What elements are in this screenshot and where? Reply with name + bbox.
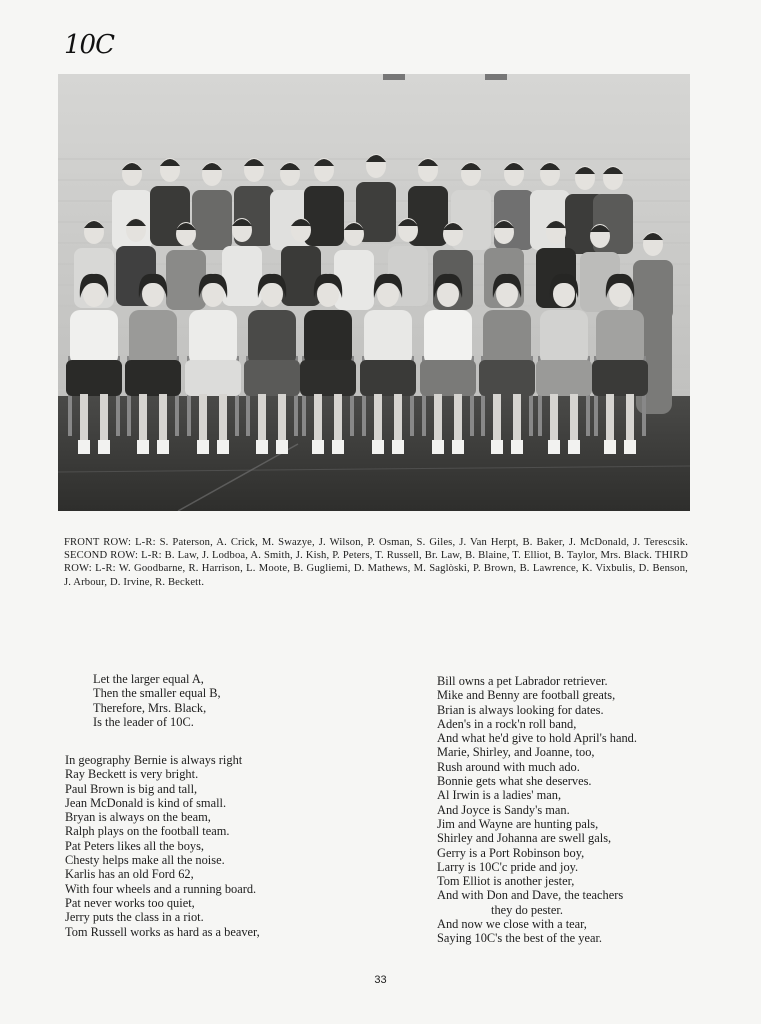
poem-line: Gerry is a Port Robinson boy, bbox=[437, 845, 585, 860]
poem-line: Jim and Wayne are hunting pals, bbox=[437, 816, 599, 831]
poem-line: Therefore, Mrs. Black, bbox=[93, 700, 207, 715]
poem-line: Marie, Shirley, and Joanne, too, bbox=[437, 745, 595, 760]
poem-line: Jean McDonald is kind of small. bbox=[65, 795, 227, 810]
page-label: 10C bbox=[64, 30, 114, 60]
poem-line: Then the smaller equal B, bbox=[93, 686, 221, 701]
poem-line: Bryan is always on the beam, bbox=[65, 810, 211, 825]
poem-line: In geography Bernie is always right bbox=[65, 753, 243, 767]
second-row-names: L-R: B. Law, J. Lodboa, A. Smith, J. Kish, P. Peters, T. Russell, Br. Law, B. Blaine, T. Elliot, B. Taylor, Mrs. Black. bbox=[141, 550, 653, 562]
poem-line: Aden's in a rock'n roll band, bbox=[437, 716, 577, 731]
poem-line: Pat Peters likes all the boys, bbox=[65, 838, 205, 853]
third-row-heading: THIRD ROW: bbox=[64, 550, 689, 575]
poem-line: Ray Beckett is very bright. bbox=[65, 767, 199, 782]
poem-line: Paul Brown is big and tall, bbox=[65, 781, 198, 796]
poem-line: With four wheels and a running board. bbox=[65, 881, 257, 896]
photo-caption bbox=[64, 536, 688, 589]
third-row-names: L-R: W. Goodbarne, R. Harrison, L. Moote, B. Gugliemi, D. Mathews, M. Saglòski, P. Brown, B. Lawrence, K. Vixbulis, D. Benson, J. Arbour, D. Irvine, R. Beckett. bbox=[64, 563, 688, 588]
poem-line: And Joyce is Sandy's man. bbox=[437, 802, 570, 817]
poem-line: Let the larger equal A, bbox=[93, 672, 204, 686]
second-row-heading: SECOND ROW: bbox=[64, 550, 139, 562]
poem-line: And what he'd give to hold April's hand. bbox=[437, 731, 637, 746]
poem-line: they do pester. bbox=[491, 902, 563, 917]
poem-line: Brian is always looking for dates. bbox=[437, 702, 604, 717]
front-row-heading: FRONT ROW: bbox=[64, 537, 132, 548]
poem-line: Pat never works too quiet, bbox=[65, 895, 195, 910]
poem-line: Karlis has an old Ford 62, bbox=[65, 867, 194, 882]
poem-line: Tom Russell works as hard as a beaver, bbox=[65, 924, 260, 939]
poem-line: And with Don and Dave, the teachers bbox=[437, 888, 624, 903]
class-photo bbox=[58, 74, 690, 511]
poem-line: Larry is 10C'c pride and joy. bbox=[437, 859, 579, 874]
poem-line: And now we close with a tear, bbox=[437, 917, 587, 932]
poem-intro bbox=[93, 672, 221, 729]
poem-line: Bill owns a pet Labrador retriever. bbox=[437, 674, 608, 688]
poem-line: Ralph plays on the football team. bbox=[65, 824, 230, 839]
poem-line: Shirley and Johanna are swell gals, bbox=[437, 831, 612, 846]
poem-line: Is the leader of 10C. bbox=[93, 714, 194, 729]
poem-line: Chesty helps make all the noise. bbox=[65, 853, 225, 868]
poem-line: Mike and Benny are football greats, bbox=[437, 688, 616, 703]
front-row-names: L-R: S. Paterson, A. Crick, M. Swazye, J. Wilson, P. Osman, S. Giles, J. Van Herpt, B. Baker, J. McDonald, J. Terescsik. bbox=[135, 537, 688, 548]
poem-line: Bonnie gets what she deserves. bbox=[437, 774, 592, 789]
poem-line: Jerry puts the class in a riot. bbox=[65, 910, 204, 925]
poem-line: Al Irwin is a ladies' man, bbox=[437, 788, 562, 803]
poem-left-column bbox=[65, 753, 260, 939]
poem-line: Rush around with much ado. bbox=[437, 759, 580, 774]
poem-right-column bbox=[437, 674, 637, 946]
poem-line: Tom Elliot is another jester, bbox=[437, 874, 575, 889]
page-number: 33 bbox=[374, 974, 387, 986]
poem-line: Saying 10C's the best of the year. bbox=[437, 931, 603, 946]
